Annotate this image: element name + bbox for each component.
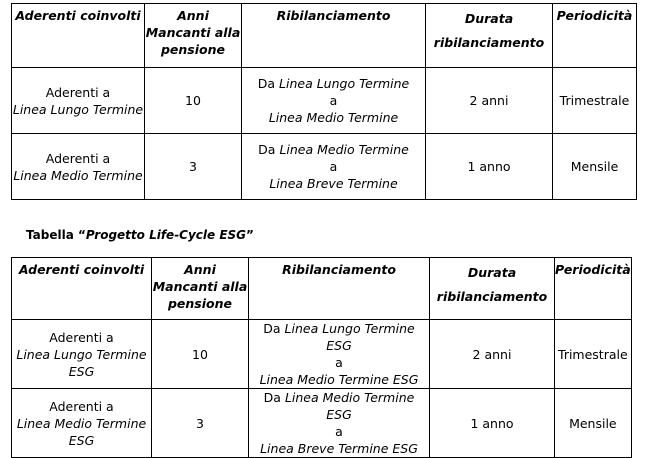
cell-aderenti: Aderenti a Linea Medio Termine ESG [12, 389, 152, 458]
cell-anni: 10 [145, 68, 242, 134]
cell-ribilanciamento: Da Linea Lungo Termine ESG a Linea Medio Termine ESG [249, 320, 430, 389]
table-row [12, 389, 632, 458]
table-header-row [12, 4, 637, 68]
header-anni: Anni Mancanti alla pensione [152, 258, 249, 320]
cell-aderenti: Aderenti a Linea Lungo Termine ESG [12, 320, 152, 389]
table-header-row [12, 258, 632, 320]
cell-durata: 2 anni [426, 68, 553, 134]
header-periodicita: Periodicità [555, 258, 632, 320]
cell-periodicita: Mensile [553, 134, 637, 200]
cell-ribilanciamento: Da Linea Medio Termine ESG a Linea Breve Termine ESG [249, 389, 430, 458]
cell-ribilanciamento: Da Linea Lungo Termine a Linea Medio Termine [242, 68, 426, 134]
header-durata: Durata ribilanciamento [426, 4, 553, 68]
cell-periodicita: Trimestrale [553, 68, 637, 134]
table-caption: Tabella “Progetto Life-Cycle ESG” [26, 228, 254, 242]
cell-durata: 1 anno [426, 134, 553, 200]
table-row [12, 134, 637, 200]
cell-durata: 1 anno [430, 389, 555, 458]
cell-periodicita: Trimestrale [555, 320, 632, 389]
header-ribilanciamento: Ribilanciamento [249, 258, 430, 320]
cell-aderenti: Aderenti a Linea Lungo Termine [12, 68, 145, 134]
rebalancing-table-2 [11, 257, 632, 458]
table-row [12, 320, 632, 389]
header-periodicita: Periodicità [553, 4, 637, 68]
header-durata: Durata ribilanciamento [430, 258, 555, 320]
cell-aderenti: Aderenti a Linea Medio Termine [12, 134, 145, 200]
header-aderenti: Aderenti coinvolti [12, 258, 152, 320]
cell-ribilanciamento: Da Linea Medio Termine a Linea Breve Termine [242, 134, 426, 200]
table-row [12, 68, 637, 134]
cell-anni: 3 [145, 134, 242, 200]
cell-durata: 2 anni [430, 320, 555, 389]
cell-anni: 10 [152, 320, 249, 389]
cell-anni: 3 [152, 389, 249, 458]
header-ribilanciamento: Ribilanciamento [242, 4, 426, 68]
header-anni: Anni Mancanti alla pensione [145, 4, 242, 68]
header-aderenti: Aderenti coinvolti [12, 4, 145, 68]
cell-periodicita: Mensile [555, 389, 632, 458]
rebalancing-table-1 [11, 3, 637, 200]
